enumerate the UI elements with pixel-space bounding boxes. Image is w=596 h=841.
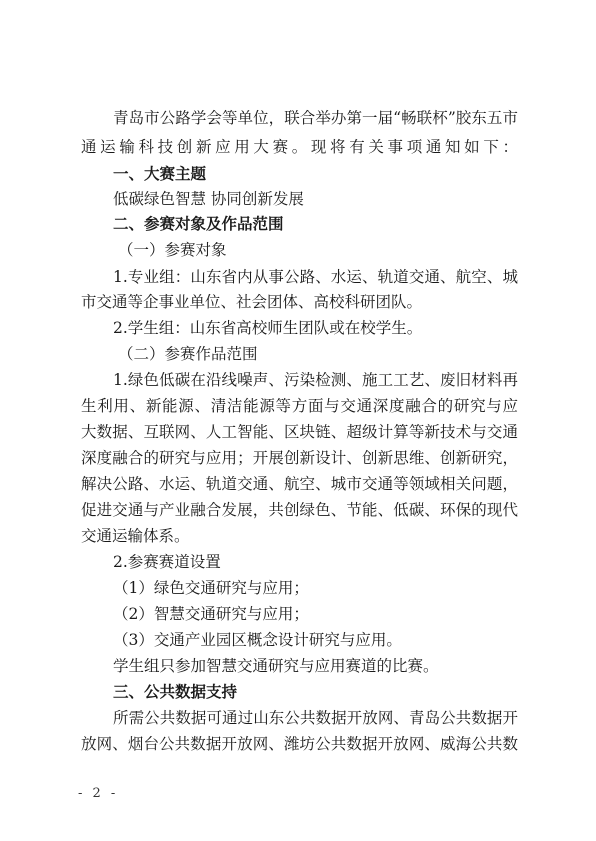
page-number: - 2 - [78,786,119,801]
section-heading: 一、大赛主题 [113,165,207,183]
paragraph-line: 解决公路、水运、轨道交通、航空、城市交通等领域相关问题， [81,475,518,493]
paragraph-line: 低碳绿色智慧 协同创新发展 [113,190,304,208]
paragraph-line: 1.专业组：山东省内从事公路、水运、轨道交通、航空、城 [113,268,518,286]
paragraph-line: 学生组只参加智慧交通研究与应用赛道的比赛。 [113,657,439,675]
paragraph-line: 1.绿色低碳在沿线噪声、污染检测、施工工艺、废旧材料再 [113,371,518,389]
list-item: （1）绿色交通研究与应用； [113,579,309,597]
section-heading: 三、公共数据支持 [113,683,238,701]
paragraph-line: 促进交通与产业融合发展，共创绿色、节能、低碳、环保的现代 [81,501,518,519]
paragraph-line: 生利用、新能源、清洁能源等方面与交通深度融合的研究与应 [81,397,518,415]
paragraph-line: 市交通等企事业单位、社会团体、高校科研团队。 [81,293,423,311]
paragraph-line: 所需公共数据可通过山东公共数据开放网、青岛公共数据开 [113,709,518,727]
list-item: （2）智慧交通研究与应用； [113,605,309,623]
subsection-heading: （二）参赛作品范围 [118,345,258,363]
list-item: （3）交通产业园区概念设计研究与应用。 [113,631,402,649]
paragraph-line: 2.参赛赛道设置 [113,553,221,571]
paragraph-line: 青岛市公路学会等单位，联合举办第一届“畅联杯”胶东五市 [113,109,518,127]
paragraph-line: 深度融合的研究与应用；开展创新设计、创新思维、创新研究， [81,449,518,467]
paragraph-line: 大数据、互联网、人工智能、区块链、超级计算等新技术与交通 [81,423,518,441]
paragraph-line: 交通运输体系。 [81,527,190,545]
paragraph-line: 放网、烟台公共数据开放网、潍坊公共数据开放网、威海公共数 [81,735,518,753]
paragraph-line: 2.学生组：山东省高校师生团队或在校学生。 [113,319,423,337]
subsection-heading: （一）参赛对象 [118,241,227,259]
paragraph-line: 通运输科技创新应用大赛。现将有关事项通知如下： [81,138,518,156]
section-heading: 二、参赛对象及作品范围 [113,215,284,233]
